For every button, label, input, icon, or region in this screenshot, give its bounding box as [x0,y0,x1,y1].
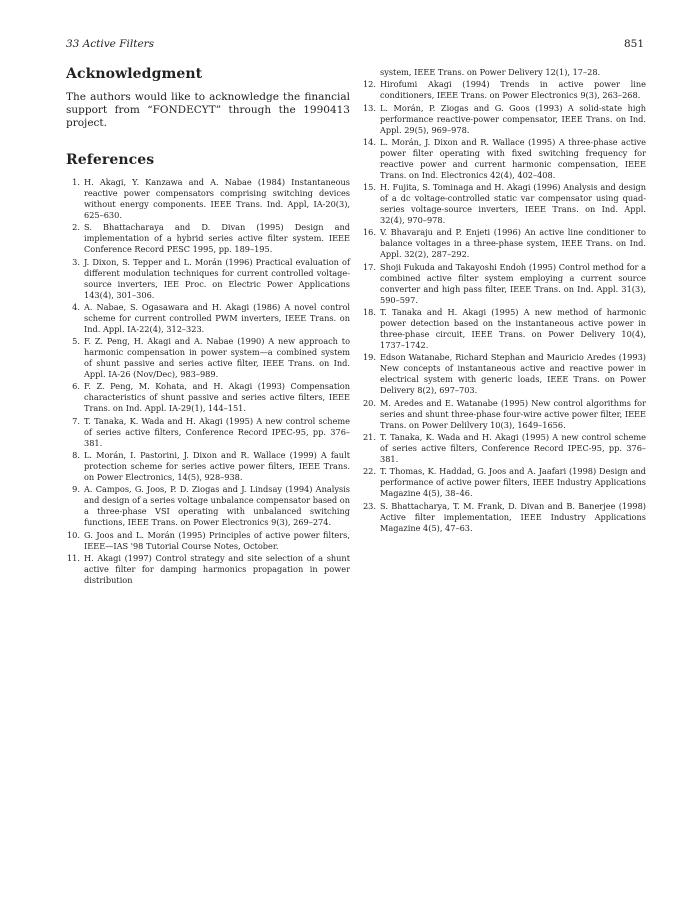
reference-text: T. Thomas, K. Haddad, G. Joos and A. Jaafari (1998) Design and performance of active power filters, IEEE Industry Applications Magazine 4(5), 38–46. [380,466,646,499]
reference-text: system, IEEE Trans. on Power Delivery 12(1), 17–28. [380,67,601,77]
reference-number: 5 . [66,336,80,347]
references-heading: References [66,152,155,168]
reference-text: H. Akagi (1997) Control strategy and site selection of a shunt active filter for damping harmonics propagation in power distribution [84,552,350,585]
right-column [362,67,646,535]
reference-text: T. Tanaka and H. Akagi (1995) A new method of harmonic power detection based on the instantaneous active power in three-phase circuit, IEEE Trans. on Power Delivery 10(4), 1737–1742. [380,307,646,351]
reference-number: 17 . [362,262,376,273]
reference-text: H. Akagi, Y. Kanzawa and A. Nabae (1984) Instantaneous reactive power compensators comprising switching devices without energy components. IEEE Trans. Ind. Appl, IA-20(3), 625–630. [84,177,350,220]
reference-item [362,79,646,101]
reference-item [66,177,350,221]
reference-number: 11 . [66,553,80,564]
reference-text: L. Morán, P. Ziogas and G. Goos (1993) A solid-state high performance reactive-power compensator, IEEE Trans. on Ind. Appl. 29(5), 969–978. [380,102,646,135]
reference-number: 20 . [362,398,376,409]
reference-text: T. Tanaka, K. Wada and H. Akagi (1995) A new control scheme of series active filters, Conference Record IPEC-95, pp. 376–381. [84,415,350,448]
reference-number: 3 . [66,257,80,268]
reference-continuation [362,67,646,78]
page-number: 851 [623,38,644,50]
reference-item [362,501,646,534]
reference-text: J. Dixon, S. Tepper and L. Morán (1996) Practical evaluation of different modulation techniques for current controlled voltage-source inverters, IEE Proc. on Electric Power Applications 143(4), 301–306. [84,256,350,300]
reference-number: 18 . [362,307,376,318]
reference-text: Hirofumi Akagi (1994) Trends in active power line conditioners, IEEE Trans. on Power Electronics 9(3), 263–268. [380,79,646,101]
reference-number: 1 . [66,177,80,188]
reference-number: 12 . [362,79,376,90]
reference-item [362,352,646,396]
reference-item [362,137,646,181]
reference-text: L. Morán, J. Dixon and R. Wallace (1995) A three-phase active power filter operating with fixed switching frequency for reactive power and current harmonic compensation, IEEE Trans. on Ind. Electronics 42(4), 402–408. [380,136,646,180]
reference-number: 10 . [66,530,80,541]
reference-number: 6 . [66,381,80,392]
reference-number: 14 . [362,137,376,148]
reference-item [362,466,646,499]
reference-number: 13 . [362,103,376,114]
reference-item [362,307,646,351]
reference-text: Shoji Fukuda and Takayoshi Endoh (1995) Control method for a combined active filter system employing a current source converter and high pass filter, IEEE Trans. on Ind. Appl. 31(3), 590–597. [380,261,646,305]
reference-text: S. Bhattacharya, T. M. Frank, D. Divan and B. Banerjee (1998) Active filter implementation, IEEE Industry Applications Magazine 4(5), 47–63. [380,500,646,533]
reference-number: 22 . [362,466,376,477]
reference-text: A. Campos, G. Joos, P. D. Ziogas and J. Lindsay (1994) Analysis and design of a series voltage unbalance compensator based on a three-phase VSI operating with unbalanced switching functions, IEEE Trans. on Power Electronics 9(3), 269–274. [84,484,350,528]
reference-item [66,302,350,335]
reference-text: A. Nabae, S. Ogasawara and H. Akagi (1986) A novel control scheme for current controlled PWM inverters, IEEE Trans. on Ind. Appl. IA-22(4), 312–323. [84,301,350,334]
reference-text: S. Bhattacharaya and D. Divan (1995) Design and implementation of a hybrid series active filter system. IEEE Conference Record PESC 1995, pp. 189–195. [84,222,350,255]
reference-number: 8 . [66,450,80,461]
reference-item [362,103,646,136]
reference-number: 15 . [362,182,376,193]
reference-item [66,416,350,449]
acknowledgment-heading: Acknowledgment [66,66,203,82]
reference-item [66,222,350,255]
reference-item [362,227,646,260]
reference-number: 2 . [66,222,80,233]
reference-number: 16 . [362,227,376,238]
reference-text: F. Z. Peng, H. Akagi and A. Nabae (1990) A new approach to harmonic compensation in power system—a combined system of shunt passive and series active filter, IEEE Trans. on Ind. Appl. IA-26 (Nov/Dec), 983–989. [84,336,350,380]
reference-item [66,336,350,380]
reference-item [362,398,646,431]
reference-item [66,450,350,483]
reference-text: T. Tanaka, K. Wada and H. Akagi (1995) A new control scheme of series active filters, Conference Record IPEC-95, pp. 376–381. [380,431,646,464]
reference-item [362,432,646,465]
reference-number: 21 . [362,432,376,443]
reference-text: V. Bhavaraju and P. Enjeti (1996) An active line conditioner to balance voltages in a three-phase system, IEEE Trans. on Ind. Appl. 32(2), 287–292. [380,227,646,260]
reference-item [362,262,646,306]
reference-number: 19 . [362,352,376,363]
left-column [66,66,350,587]
reference-number: 4 . [66,302,80,313]
reference-text: G. Joos and L. Morán (1995) Principles of active power filters, IEEE—IAS '98 Tutorial Course Notes, October. [84,529,350,551]
reference-item [66,257,350,301]
reference-text: L. Morán, I. Pastorini, J. Dixon and R. Wallace (1999) A fault protection scheme for series active power filters, IEEE Trans. on Power Electronics, 14(5), 928–938. [84,450,350,483]
reference-number: 9 . [66,484,80,495]
reference-item [66,530,350,552]
running-header [66,38,644,52]
reference-number: 7 . [66,416,80,427]
reference-item [66,553,350,586]
reference-item [66,381,350,414]
reference-list-left [66,177,350,586]
reference-text: F. Z. Peng, M. Kohata, and H. Akagi (1993) Compensation characteristics of shunt passive and series active filters, IEEE Trans. on Ind. Appl. IA-29(1), 144–151. [84,381,350,414]
section-title: 33 Active Filters [66,38,155,50]
reference-text: Edson Watanabe, Richard Stephan and Mauricio Aredes (1993) New concepts of instantaneous active and reactive power in electrical system with generic loads, IEEE Trans. on Power Delivery 8(2), 697–703. [380,352,646,396]
reference-text: M. Aredes and E. Watanabe (1995) New control algorithms for series and shunt three-phase four-wire active power filter, IEEE Trans. on Power Delilvery 10(3), 1649–1656. [380,397,646,430]
reference-number: 23 . [362,501,376,512]
acknowledgment-text: The authors would like to acknowledge the financial support from “FONDECYT” through the 1990413 project. [66,91,350,129]
reference-item [362,182,646,226]
reference-list-right [362,67,646,534]
reference-text: H. Fujita, S. Tominaga and H. Akagi (1996) Analysis and design of a dc voltage-controlled static var compensator using quad-series voltage-source inverters, IEEE Trans. on Ind. Appl. 32(4), 970–978. [380,182,646,226]
reference-item [66,484,350,528]
